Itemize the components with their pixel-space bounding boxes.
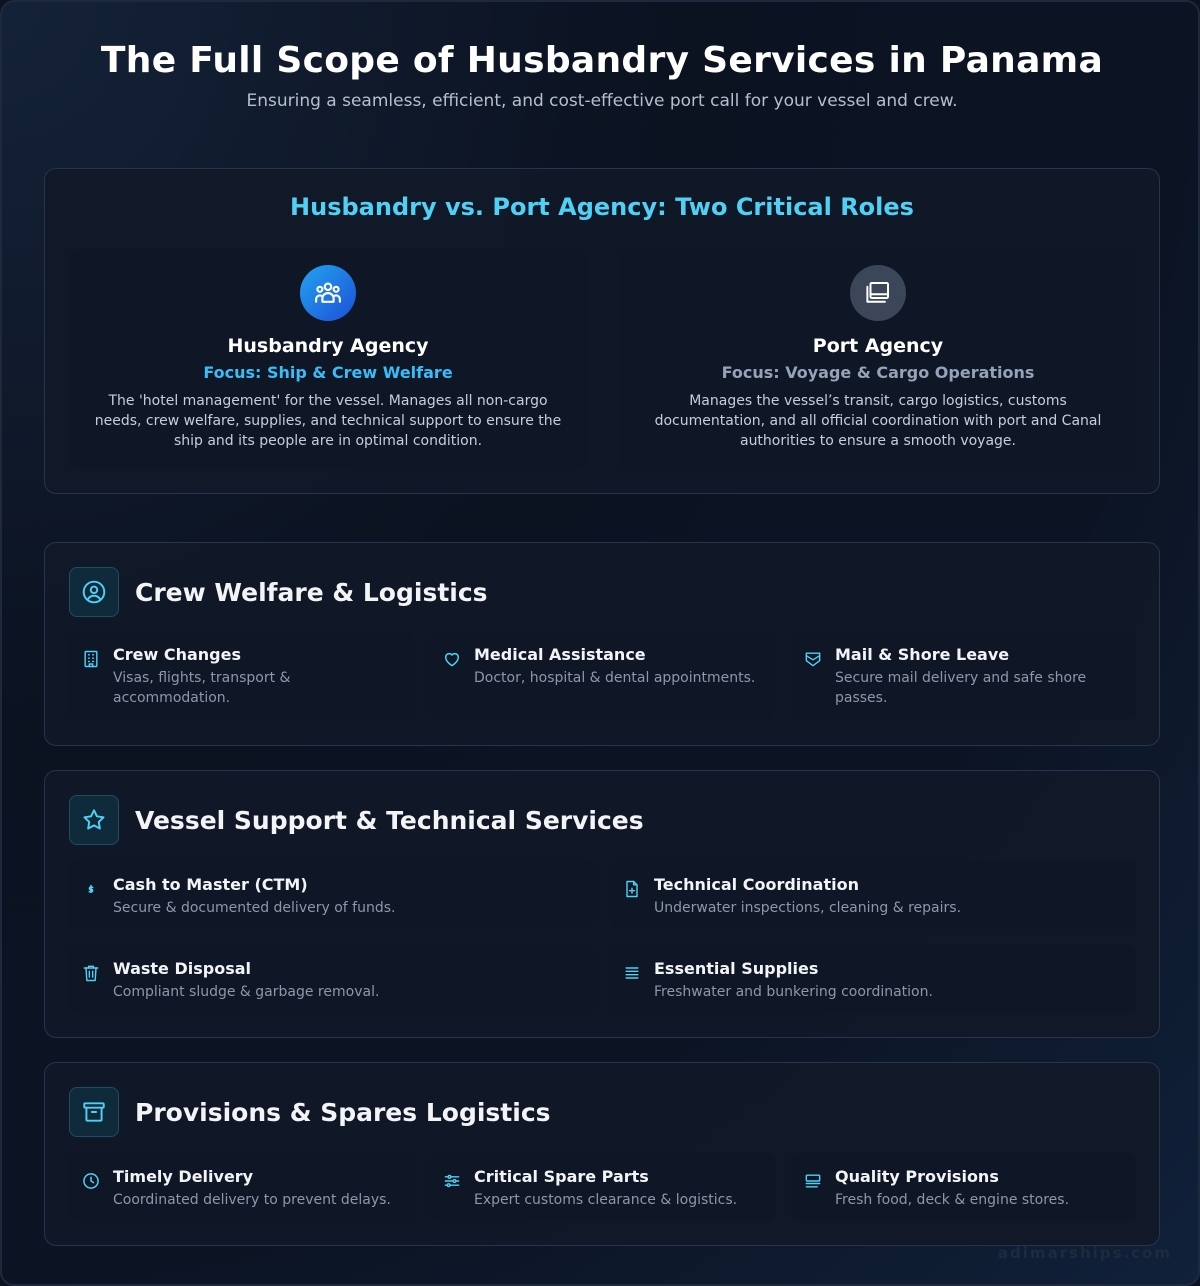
service-card-critical-spare-parts	[430, 1153, 775, 1221]
service-card-cash-to-master	[69, 861, 594, 929]
service-card-medical-assistance	[430, 631, 775, 719]
page-title: The Full Scope of Husbandry Services in Panama	[100, 40, 1104, 81]
section-title: Provisions & Spares Logistics	[135, 1097, 551, 1127]
card-title: Crew Changes	[113, 645, 241, 664]
section-header	[69, 795, 644, 845]
documents-icon	[850, 265, 906, 321]
section-header	[69, 1087, 551, 1137]
user-circle-icon	[69, 567, 119, 617]
section-title: Crew Welfare & Logistics	[135, 577, 488, 607]
role-focus: Focus: Ship & Crew Welfare	[203, 363, 453, 382]
port-agency-card	[619, 249, 1137, 469]
role-name: Husbandry Agency	[227, 335, 429, 357]
star-icon	[69, 795, 119, 845]
card-title: Critical Spare Parts	[474, 1167, 649, 1186]
role-description: Manages the vessel’s transit, cargo logistics, customs documentation, and all official coordination with port and Canal authorities to ensure a smooth voyage.	[654, 393, 1102, 449]
service-card-technical-coordination	[610, 861, 1136, 929]
provisions-section	[44, 1062, 1160, 1246]
vessel-support-section	[44, 770, 1160, 1038]
service-card-quality-provisions	[791, 1153, 1136, 1221]
card-title: Timely Delivery	[113, 1167, 254, 1186]
role-description: The 'hotel management' for the vessel. Manages all non-cargo needs, crew welfare, supplies, and technical support to ensure the ship and its people are in optimal condition.	[94, 393, 562, 449]
card-description: Underwater inspections, cleaning & repairs.	[654, 900, 962, 916]
card-title: Essential Supplies	[654, 959, 819, 978]
card-title: Cash to Master (CTM)	[113, 875, 308, 894]
card-description: Visas, flights, transport & accommodation.	[113, 670, 291, 706]
file-plus-icon	[622, 879, 642, 899]
card-title: Mail & Shore Leave	[835, 645, 1010, 664]
dollar-icon	[81, 879, 101, 899]
card-description: Coordinated delivery to prevent delays.	[113, 1192, 391, 1208]
card-description: Doctor, hospital & dental appointments.	[474, 670, 756, 686]
role-name: Port Agency	[812, 335, 944, 357]
building-icon	[81, 649, 101, 669]
service-card-mail-shore-leave	[791, 631, 1136, 719]
crew-welfare-section	[44, 542, 1160, 746]
card-description: Expert customs clearance & logistics.	[474, 1192, 738, 1208]
card-description: Compliant sludge & garbage removal.	[113, 984, 380, 1000]
clock-icon	[81, 1171, 101, 1191]
role-focus: Focus: Voyage & Cargo Operations	[721, 363, 1035, 382]
stores-icon	[803, 1171, 823, 1191]
comparison-panel	[44, 168, 1160, 494]
mail-icon	[803, 649, 823, 669]
heart-icon	[442, 649, 462, 669]
service-card-timely-delivery	[69, 1153, 414, 1221]
trash-icon	[81, 963, 101, 983]
section-header	[69, 567, 488, 617]
users-icon	[300, 265, 356, 321]
watermark: adimarships.com	[997, 1244, 1172, 1262]
layers-icon	[622, 963, 642, 983]
service-card-essential-supplies	[610, 945, 1136, 1013]
husbandry-agency-card	[69, 249, 587, 469]
card-title: Technical Coordination	[654, 875, 859, 894]
card-title: Waste Disposal	[113, 959, 252, 978]
card-title: Quality Provisions	[835, 1167, 999, 1186]
card-description: Freshwater and bunkering coordination.	[654, 984, 933, 1000]
page-header	[2, 40, 1200, 111]
service-card-crew-changes	[69, 631, 414, 719]
page-subtitle: Ensuring a seamless, efficient, and cost-effective port call for your vessel and crew.	[246, 91, 958, 111]
card-description: Fresh food, deck & engine stores.	[835, 1192, 1070, 1208]
service-card-waste-disposal	[69, 945, 594, 1013]
comparison-title: Husbandry vs. Port Agency: Two Critical Roles	[290, 193, 914, 221]
sliders-icon	[442, 1171, 462, 1191]
archive-icon	[69, 1087, 119, 1137]
card-title: Medical Assistance	[474, 645, 646, 664]
section-title: Vessel Support & Technical Services	[135, 805, 644, 835]
card-description: Secure & documented delivery of funds.	[113, 900, 396, 916]
card-description: Secure mail delivery and safe shore passes.	[835, 670, 1087, 706]
